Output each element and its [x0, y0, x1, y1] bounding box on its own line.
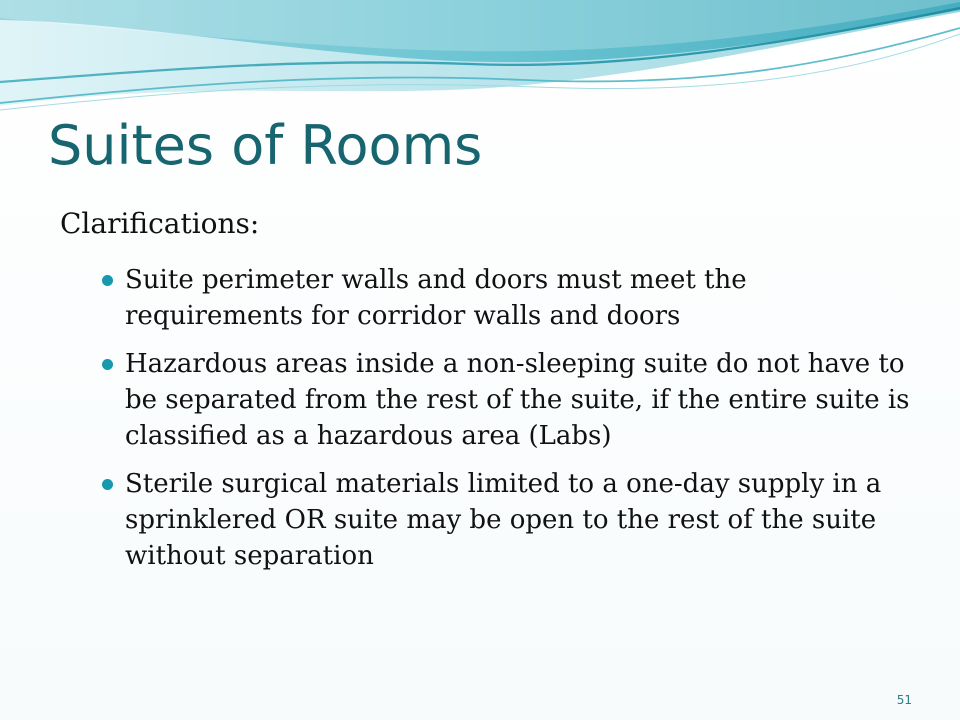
bullet-icon [102, 359, 113, 370]
clarifications-heading: Clarifications: [60, 207, 260, 240]
decorative-wave-header [0, 0, 960, 125]
page-number: 51 [896, 693, 912, 707]
bullet-text: Suite perimeter walls and doors must meet the requirements for corridor walls and doors [125, 265, 747, 331]
bullet-text: Sterile surgical materials limited to a one-day supply in a sprinklered OR suite may be open to the rest of the suite without separation [125, 469, 882, 571]
bullet-list [102, 262, 922, 586]
bullet-item [102, 346, 922, 454]
bullet-text: Hazardous areas inside a non-sleeping suite do not have to be separated from the rest of the suite, if the entire suite is classified as a hazardous area (Labs) [125, 349, 910, 451]
bullet-icon [102, 275, 113, 286]
page-title: Suites of Rooms [48, 114, 483, 177]
bullet-item [102, 466, 922, 574]
bullet-item [102, 262, 922, 334]
bullet-icon [102, 479, 113, 490]
